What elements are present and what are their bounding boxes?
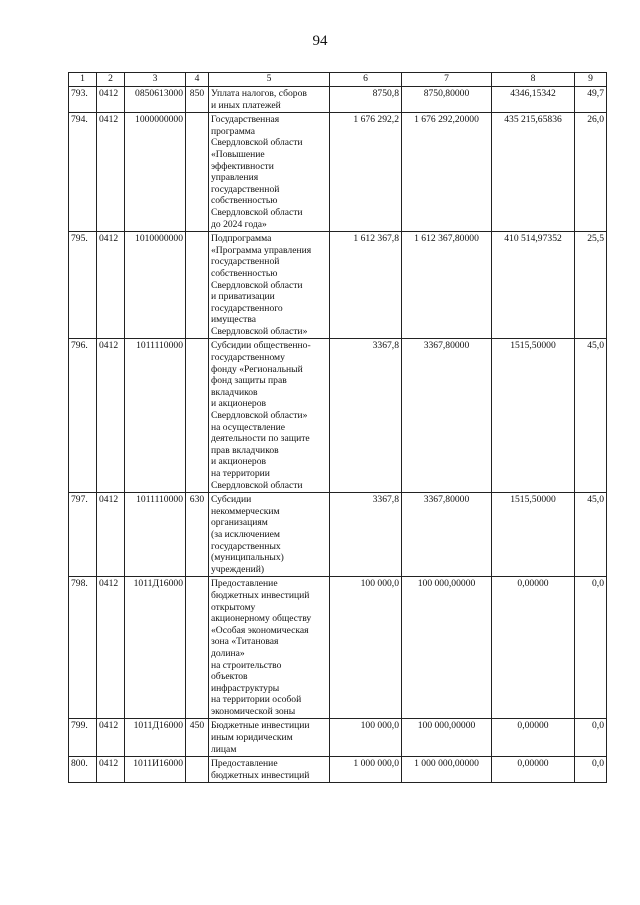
- execution-percent: 0,0: [575, 577, 607, 719]
- expense-type-code: [186, 113, 209, 232]
- target-article-code: 1010000000: [125, 232, 186, 339]
- executed-amount: 1515,50000: [492, 493, 575, 577]
- expense-type-code: [186, 232, 209, 339]
- planned-amount: 3367,8: [330, 493, 402, 577]
- execution-percent: 0,0: [575, 719, 607, 757]
- column-header: 4: [186, 73, 209, 87]
- row-number: 796.: [69, 339, 97, 493]
- expense-type-code: 450: [186, 719, 209, 757]
- executed-amount: 0,00000: [492, 757, 575, 783]
- table-row: [69, 577, 607, 719]
- table-row: [69, 757, 607, 783]
- table-row: [69, 113, 607, 232]
- section-code: 0412: [97, 719, 125, 757]
- column-header: 8: [492, 73, 575, 87]
- approved-amount: 8750,80000: [402, 87, 492, 113]
- table-row: [69, 232, 607, 339]
- column-header: 5: [209, 73, 330, 87]
- executed-amount: 0,00000: [492, 577, 575, 719]
- execution-percent: 26,0: [575, 113, 607, 232]
- section-code: 0412: [97, 87, 125, 113]
- execution-percent: 45,0: [575, 339, 607, 493]
- target-article-code: 1011Д16000: [125, 719, 186, 757]
- executed-amount: 410 514,97352: [492, 232, 575, 339]
- budget-table: [68, 72, 607, 783]
- target-article-code: 1011110000: [125, 339, 186, 493]
- approved-amount: 1 612 367,80000: [402, 232, 492, 339]
- planned-amount: 100 000,0: [330, 577, 402, 719]
- item-description: Субсидии общественно- государственному фонду «Региональный фонд защиты прав вкладчиков и акционеров Свердловской области» на осуществление деятельности по защите прав вкладчиков и акционеров на территории Свердловской области: [209, 339, 330, 493]
- table-row: [69, 493, 607, 577]
- target-article-code: 0850613000: [125, 87, 186, 113]
- executed-amount: 0,00000: [492, 719, 575, 757]
- approved-amount: 3367,80000: [402, 493, 492, 577]
- row-number: 794.: [69, 113, 97, 232]
- expense-type-code: 630: [186, 493, 209, 577]
- target-article-code: 1011Д16000: [125, 577, 186, 719]
- approved-amount: 1 676 292,20000: [402, 113, 492, 232]
- approved-amount: 1 000 000,00000: [402, 757, 492, 783]
- section-code: 0412: [97, 577, 125, 719]
- planned-amount: 3367,8: [330, 339, 402, 493]
- planned-amount: 1 612 367,8: [330, 232, 402, 339]
- target-article-code: 1011110000: [125, 493, 186, 577]
- execution-percent: 25,5: [575, 232, 607, 339]
- row-number: 795.: [69, 232, 97, 339]
- execution-percent: 49,7: [575, 87, 607, 113]
- planned-amount: 1 000 000,0: [330, 757, 402, 783]
- column-header: 6: [330, 73, 402, 87]
- table-header-row: [69, 73, 607, 87]
- planned-amount: 100 000,0: [330, 719, 402, 757]
- planned-amount: 8750,8: [330, 87, 402, 113]
- item-description: Государственная программа Свердловской области «Повышение эффективности управления государственной собственностью Свердловской области до 2024 года»: [209, 113, 330, 232]
- table-row: [69, 339, 607, 493]
- item-description: Подпрограмма «Программа управления государственной собственностью Свердловской области и приватизации государственного имущества Свердловской области»: [209, 232, 330, 339]
- column-header: 1: [69, 73, 97, 87]
- expense-type-code: 850: [186, 87, 209, 113]
- executed-amount: 435 215,65836: [492, 113, 575, 232]
- planned-amount: 1 676 292,2: [330, 113, 402, 232]
- expense-type-code: [186, 577, 209, 719]
- column-header: 3: [125, 73, 186, 87]
- row-number: 798.: [69, 577, 97, 719]
- section-code: 0412: [97, 232, 125, 339]
- approved-amount: 100 000,00000: [402, 719, 492, 757]
- row-number: 793.: [69, 87, 97, 113]
- executed-amount: 4346,15342: [492, 87, 575, 113]
- execution-percent: 45,0: [575, 493, 607, 577]
- item-description: Предоставление бюджетных инвестиций открытому акционерному обществу «Особая экономическая зона «Титановая долина» на строительство объектов инфраструктуры на территории особой экономической зоны: [209, 577, 330, 719]
- row-number: 800.: [69, 757, 97, 783]
- row-number: 797.: [69, 493, 97, 577]
- expense-type-code: [186, 757, 209, 783]
- item-description: Субсидии некоммерческим организациям (за исключением государственных (муниципальных) учреждений): [209, 493, 330, 577]
- approved-amount: 100 000,00000: [402, 577, 492, 719]
- column-header: 7: [402, 73, 492, 87]
- section-code: 0412: [97, 339, 125, 493]
- target-article-code: 1011И16000: [125, 757, 186, 783]
- section-code: 0412: [97, 113, 125, 232]
- row-number: 799.: [69, 719, 97, 757]
- item-description: Предоставление бюджетных инвестиций: [209, 757, 330, 783]
- item-description: Бюджетные инвестиции иным юридическим лицам: [209, 719, 330, 757]
- execution-percent: 0,0: [575, 757, 607, 783]
- section-code: 0412: [97, 493, 125, 577]
- page-number: 94: [312, 33, 328, 49]
- target-article-code: 1000000000: [125, 113, 186, 232]
- column-header: 2: [97, 73, 125, 87]
- expense-type-code: [186, 339, 209, 493]
- executed-amount: 1515,50000: [492, 339, 575, 493]
- table-row: [69, 719, 607, 757]
- column-header: 9: [575, 73, 607, 87]
- table-row: [69, 87, 607, 113]
- section-code: 0412: [97, 757, 125, 783]
- approved-amount: 3367,80000: [402, 339, 492, 493]
- item-description: Уплата налогов, сборов и иных платежей: [209, 87, 330, 113]
